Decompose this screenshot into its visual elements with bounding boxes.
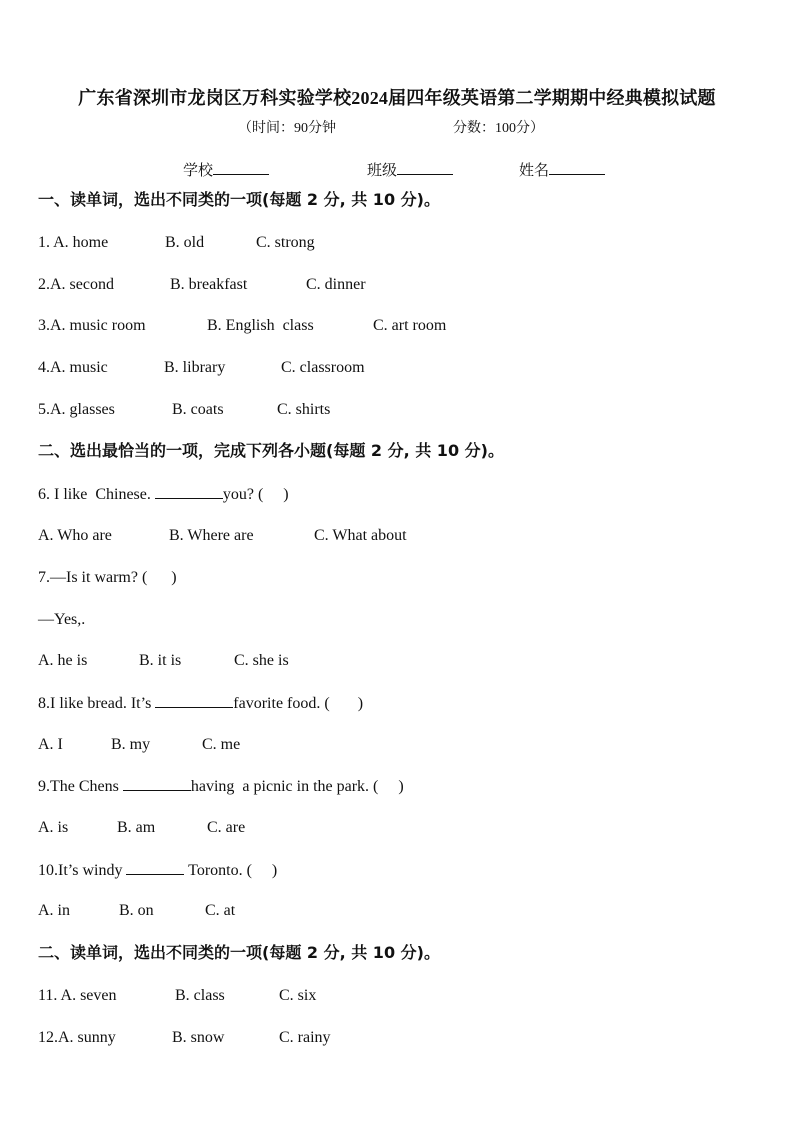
option-c[interactable]: C. at — [205, 902, 236, 920]
option-a[interactable]: 4.A. music — [38, 359, 108, 377]
answer-blank[interactable] — [155, 693, 233, 708]
option-a[interactable]: 3.A. music room — [38, 317, 146, 335]
section-heading: 二、读单词，选出不同类的一项(每题 2 分, 共 10 分)。 — [38, 943, 440, 962]
question-line — [38, 1028, 758, 1048]
option-b[interactable]: B. library — [164, 359, 226, 377]
question-line — [38, 776, 758, 796]
option-b[interactable]: B. am — [117, 818, 156, 836]
option-a[interactable]: A. is — [38, 818, 69, 836]
name-label: 姓名 — [519, 163, 550, 179]
question-line — [38, 860, 758, 880]
school-blank — [213, 160, 269, 175]
section-heading: 一、读单词，选出不同类的一项(每题 2 分, 共 10 分)。 — [38, 190, 440, 209]
section-heading: 二、选出最恰当的一项，完成下列各小题(每题 2 分, 共 10 分)。 — [38, 441, 504, 461]
option-c[interactable]: C. shirts — [277, 400, 331, 418]
option-b[interactable]: B. breakfast — [170, 275, 248, 293]
answer-blank[interactable] — [123, 776, 191, 791]
option-c[interactable]: C. What about — [314, 527, 407, 545]
option-c[interactable]: C. she is — [234, 652, 289, 670]
option-b[interactable]: B. Where are — [169, 527, 254, 545]
option-a[interactable]: 5.A. glasses — [38, 400, 115, 418]
class-label: 班级 — [367, 163, 398, 179]
option-c[interactable]: C. me — [202, 735, 241, 753]
question-text: having a picnic in the park. ( ) — [190, 778, 404, 796]
exam-body — [38, 190, 758, 1069]
option-a[interactable]: A. in — [38, 902, 70, 920]
name-blank — [549, 160, 605, 175]
option-b[interactable]: B. class — [175, 987, 225, 1004]
exam-time: （时间：90分钟 — [238, 121, 336, 136]
exam-score: 分数：100分） — [453, 121, 544, 136]
option-c[interactable]: C. strong — [256, 234, 315, 251]
question-line — [38, 986, 758, 1006]
option-c[interactable]: C. dinner — [306, 275, 366, 293]
option-a[interactable]: 11. A. seven — [38, 987, 117, 1004]
option-c[interactable]: C. art room — [373, 317, 447, 335]
question-line — [38, 316, 758, 336]
answer-blank[interactable] — [155, 484, 223, 499]
question-line — [38, 610, 758, 630]
class-blank — [397, 160, 453, 175]
question-text: 9.The Chens — [38, 778, 123, 796]
question-text: 8.I like bread. It’s — [38, 694, 156, 712]
question-line — [38, 526, 758, 546]
question-line — [38, 484, 758, 504]
answer-blank[interactable] — [126, 860, 184, 875]
question-text: 6. I like Chinese. — [38, 486, 155, 504]
option-c[interactable]: C. classroom — [281, 359, 365, 377]
name-field[interactable] — [519, 159, 605, 180]
option-a[interactable]: 12.A. sunny — [38, 1028, 116, 1046]
question-text: Toronto. ( ) — [184, 861, 278, 879]
option-b[interactable]: B. English class — [207, 317, 314, 335]
question-text: favorite food. ( ) — [233, 694, 364, 712]
option-b[interactable]: B. my — [111, 735, 151, 753]
option-a[interactable]: 1. A. home — [38, 234, 109, 251]
question-line — [38, 358, 758, 378]
option-b[interactable]: B. it is — [139, 652, 182, 670]
option-c[interactable]: C. rainy — [279, 1028, 331, 1046]
exam-title: 广东省深圳市龙岗区万科实验学校2024届四年级英语第二学期期中经典模拟试题 — [78, 88, 716, 108]
question-line — [38, 818, 758, 838]
option-c[interactable]: C. six — [279, 987, 317, 1004]
option-b[interactable]: B. snow — [172, 1028, 225, 1046]
question-text: 7.—Is it warm? ( ) — [38, 568, 177, 586]
question-line — [38, 901, 758, 921]
option-b[interactable]: B. old — [165, 234, 205, 251]
question-line — [38, 693, 758, 713]
question-text: —Yes,. — [38, 610, 86, 628]
option-a[interactable]: A. he is — [38, 652, 88, 670]
option-a[interactable]: 2.A. second — [38, 275, 114, 293]
question-line — [38, 568, 758, 588]
question-line — [38, 400, 758, 420]
question-line — [38, 275, 758, 295]
question-text: 10.It’s windy — [38, 861, 127, 879]
option-a[interactable]: A. Who are — [38, 527, 112, 545]
question-line — [38, 735, 758, 755]
school-label: 学校 — [183, 163, 214, 179]
question-line — [38, 233, 758, 253]
option-c[interactable]: C. are — [207, 818, 246, 836]
school-field[interactable] — [183, 159, 269, 180]
option-a[interactable]: A. I — [38, 735, 63, 753]
option-b[interactable]: B. coats — [172, 400, 224, 418]
question-text: you? ( ) — [222, 486, 289, 504]
question-line — [38, 651, 758, 671]
option-b[interactable]: B. on — [119, 902, 154, 920]
class-field[interactable] — [367, 159, 453, 180]
